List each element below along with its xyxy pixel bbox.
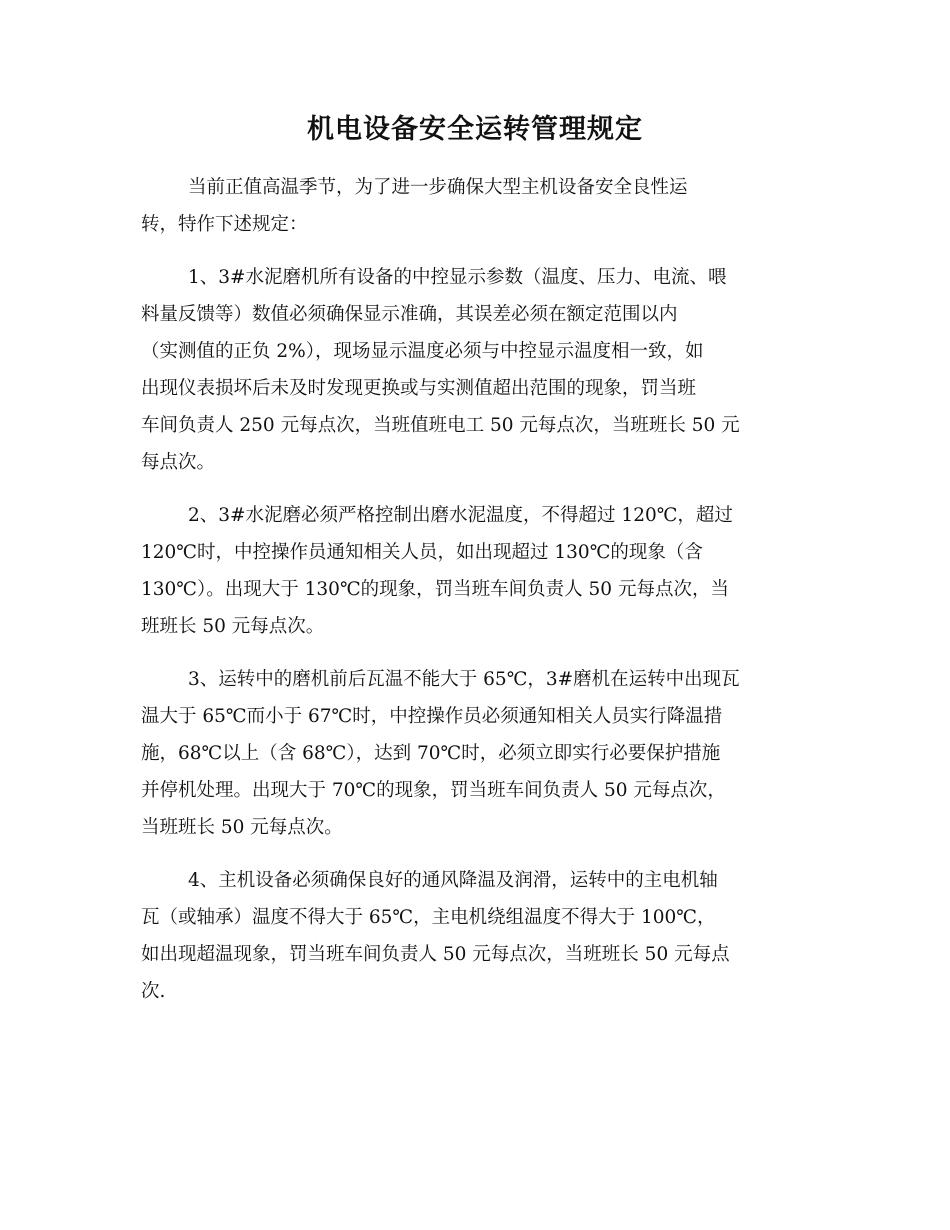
paragraph-line: 当前正值高温季节，为了进一步确保大型主机设备安全良性运	[188, 177, 688, 198]
paragraph-line: 3、运转中的磨机前后瓦温不能大于 65℃，3#磨机在运转中出现瓦	[188, 669, 740, 690]
paragraph-line: 2、3#水泥磨必须严格控制出磨水泥温度，不得超过 120℃，超过	[188, 505, 733, 526]
paragraph-line: 1、3#水泥磨机所有设备的中控显示参数（温度、压力、电流、喂	[188, 267, 727, 288]
paragraph-line: 温大于 65℃而小于 67℃时，中控操作员必须通知相关人员实行降温措	[141, 706, 723, 727]
paragraph-line: 施，68℃以上（含 68℃），达到 70℃时，必须立即实行必要保护措施	[141, 743, 721, 764]
paragraph-line: （实测值的正负 2%），现场显示温度必须与中控显示温度相一致，如	[141, 341, 704, 362]
paragraph-line: 料量反馈等）数值必须确保显示准确，其误差必须在额定范围以内	[141, 304, 678, 325]
paragraph-line: 130℃）。出现大于 130℃的现象，罚当班车间负责人 50 元每点次，当	[141, 579, 729, 600]
document-body	[141, 169, 811, 1010]
rule-paragraph-1	[141, 259, 811, 481]
document-title: 机电设备安全运转管理规定	[307, 114, 643, 145]
paragraph-line: 班班长 50 元每点次。	[141, 616, 325, 637]
intro-paragraph	[141, 169, 811, 243]
paragraph-line: 并停机处理。出现大于 70℃的现象，罚当班车间负责人 50 元每点次，	[141, 780, 726, 801]
rule-paragraph-4	[141, 862, 811, 1010]
paragraph-line: 瓦（或轴承）温度不得大于 65℃，主电机绕组温度不得大于 100℃，	[141, 907, 716, 928]
paragraph-line: 次.	[141, 981, 166, 1002]
paragraph-line: 出现仪表损坏后未及时发现更换或与实测值超出范围的现象，罚当班	[141, 378, 697, 399]
paragraph-line: 如出现超温现象，罚当班车间负责人 50 元每点次，当班班长 50 元每点	[141, 944, 730, 965]
rule-paragraph-2	[141, 497, 811, 645]
paragraph-line: 4、主机设备必须确保良好的通风降温及润滑，运转中的主电机轴	[188, 870, 718, 891]
paragraph-line: 当班班长 50 元每点次。	[141, 817, 343, 838]
paragraph-line: 每点次。	[141, 452, 216, 473]
paragraph-line: 120℃时，中控操作员通知相关人员，如出现超过 130℃的现象（含	[141, 542, 703, 563]
paragraph-line: 车间负责人 250 元每点次，当班值班电工 50 元每点次，当班班长 50 元	[141, 415, 740, 436]
paragraph-line: 转，特作下述规定：	[141, 214, 308, 235]
rule-paragraph-3	[141, 661, 811, 846]
